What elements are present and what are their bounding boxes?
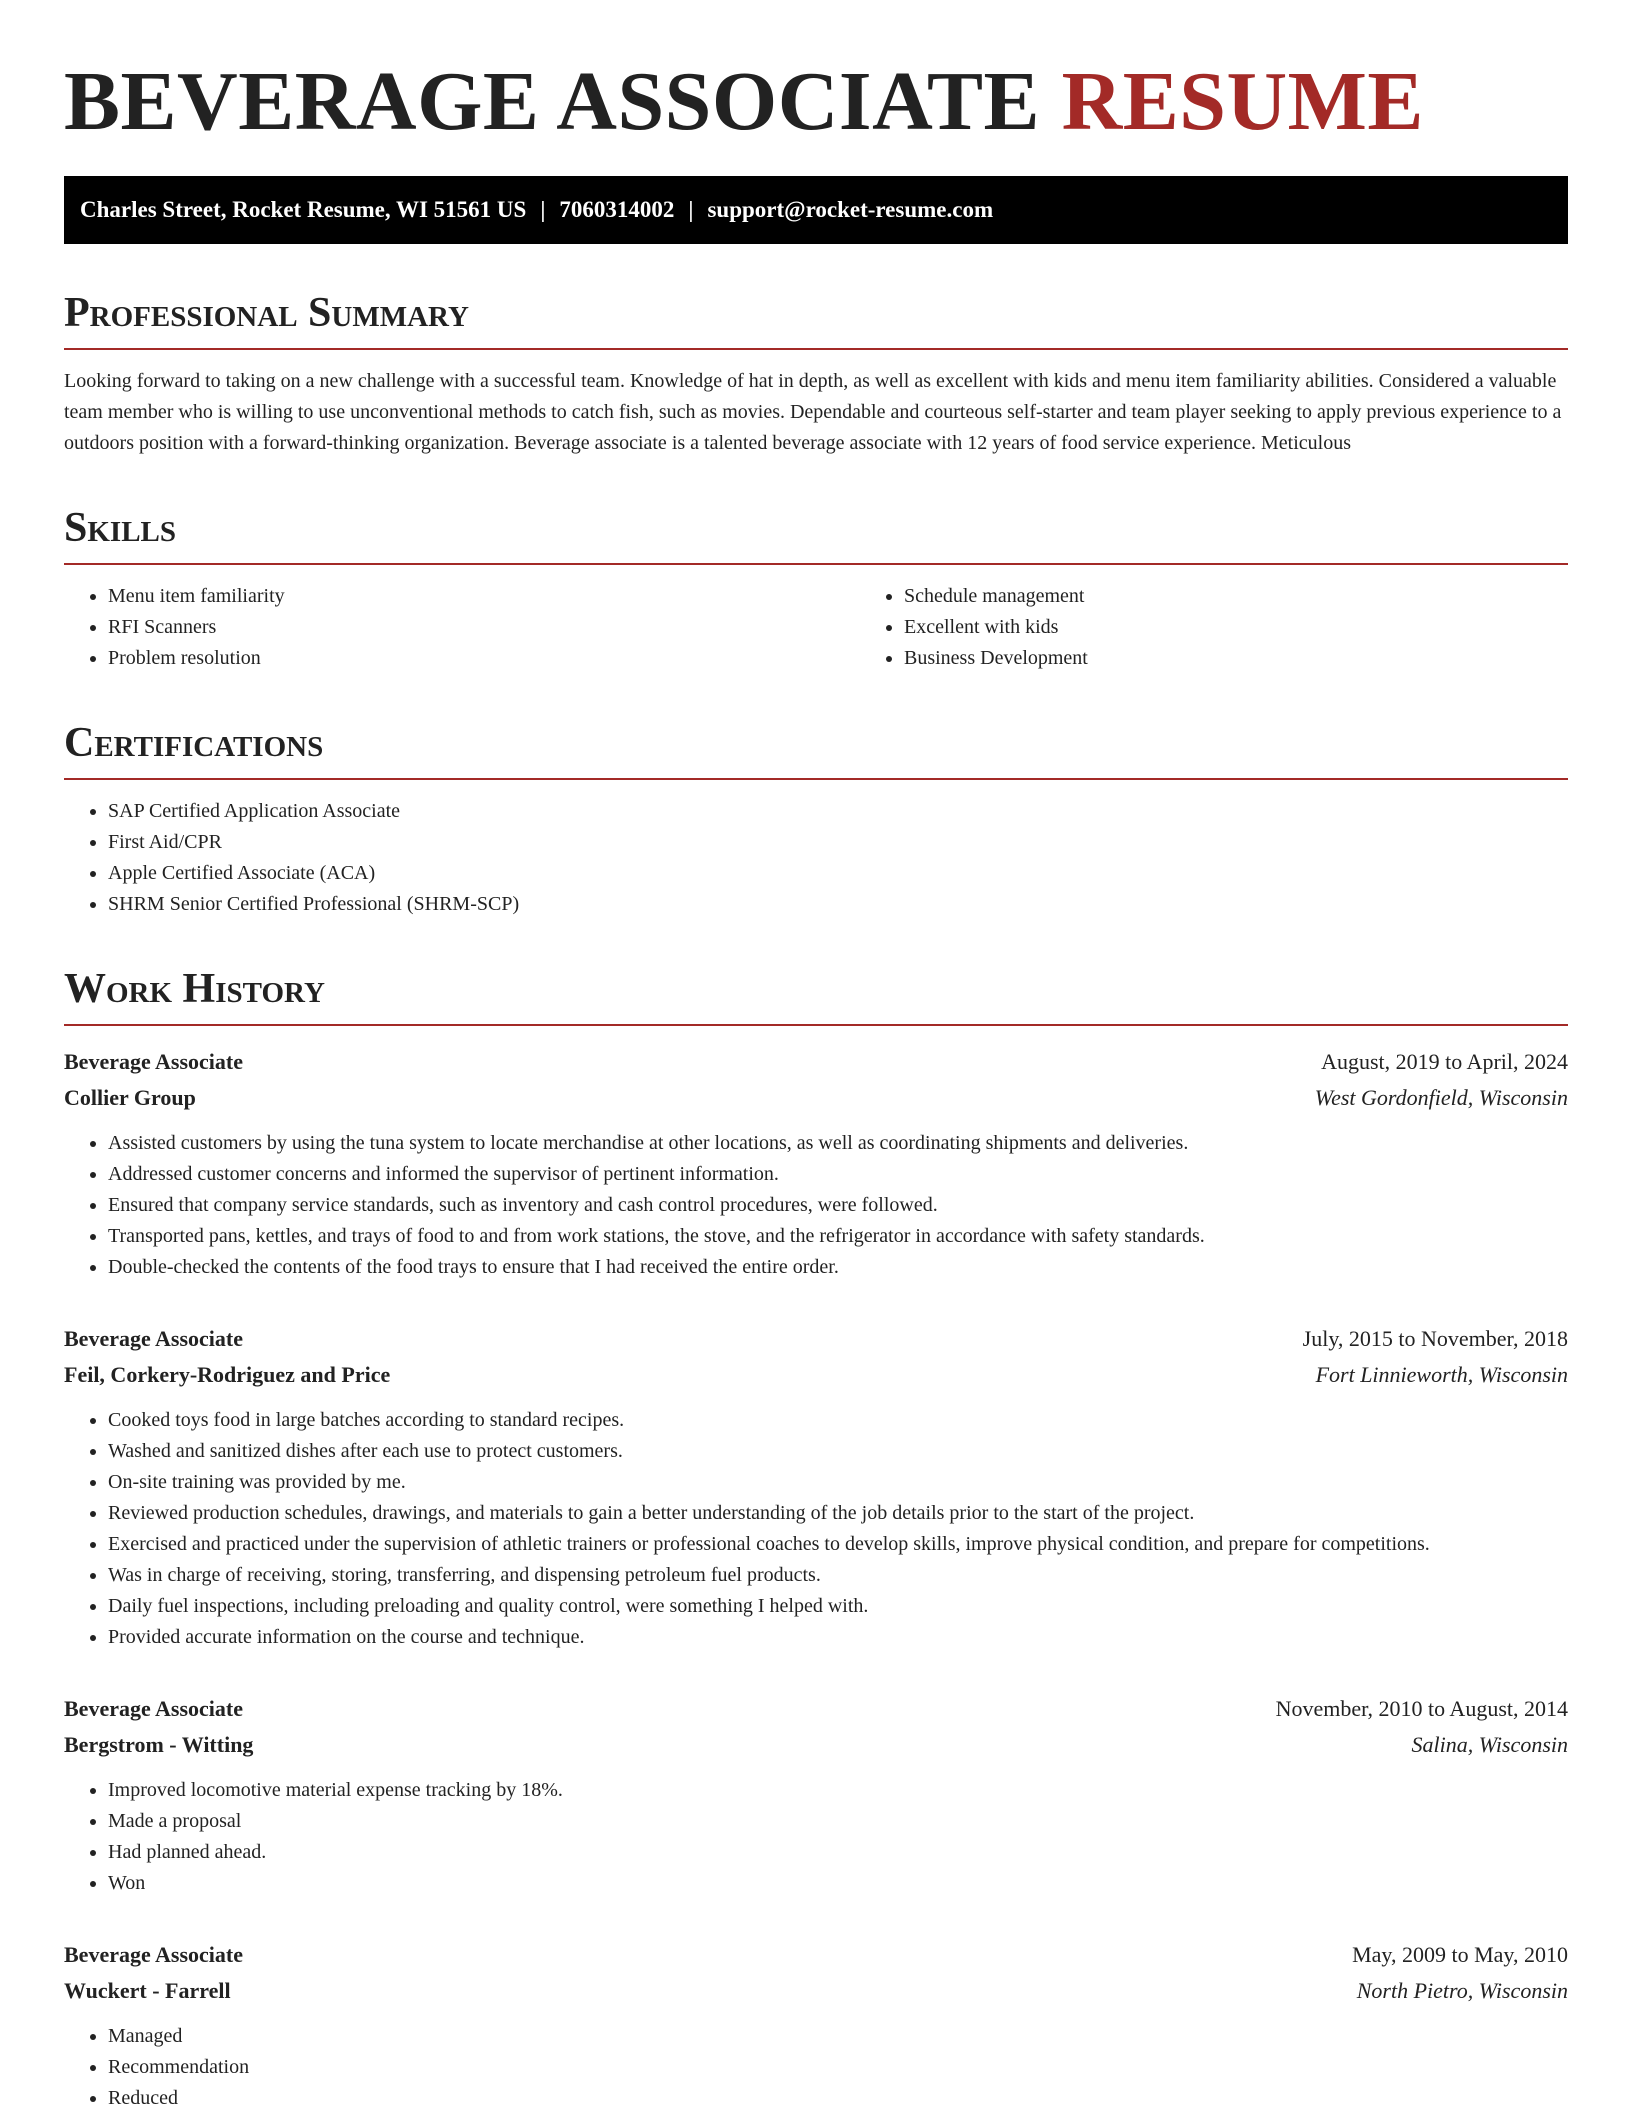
- resume-title: [64, 56, 1568, 148]
- job-duty: • Improved locomotive material expense tracking by 18%.: [108, 1775, 1568, 1806]
- job-duty: • Made a proposal: [108, 1806, 1568, 1837]
- job-duty: • Recommendation: [108, 2052, 1568, 2083]
- skill-item: • Excellent with kids: [904, 612, 1632, 643]
- job-duties-list: [64, 1128, 1568, 1283]
- job-company: Feil, Corkery-Rodriguez and Price: [64, 1362, 391, 1387]
- job-company-row: [64, 1357, 1568, 1393]
- job-entry: [64, 1937, 1568, 2114]
- job-header-row: [64, 1321, 1568, 1357]
- skills-grid: [64, 565, 1568, 674]
- summary-section: [64, 290, 1568, 459]
- job-location: Fort Linnieworth, Wisconsin: [1315, 1362, 1568, 1387]
- job-duties-list: [64, 1775, 1568, 1899]
- certifications-list: [64, 796, 1568, 920]
- job-location: North Pietro, Wisconsin: [1356, 1978, 1568, 2003]
- job-dates: May, 2009 to May, 2010: [1352, 1942, 1568, 1967]
- certification-item: • Apple Certified Associate (ACA): [108, 858, 1568, 889]
- job-duty: • Ensured that company service standards, such as inventory and cash control procedures, were followed.: [108, 1190, 1568, 1221]
- skills-section: [64, 505, 1568, 674]
- job-title: Beverage Associate: [64, 1942, 243, 1967]
- certifications-section: [64, 720, 1568, 920]
- skill-item: • RFI Scanners: [108, 612, 860, 643]
- skill-item: • Business Development: [904, 643, 1632, 674]
- job-location: Salina, Wisconsin: [1411, 1732, 1568, 1757]
- contact-address: Charles Street, Rocket Resume, WI 51561 US: [80, 197, 527, 222]
- job-duty: • Provided accurate information on the course and technique.: [108, 1622, 1568, 1653]
- job-header-row: [64, 1044, 1568, 1080]
- job-header-row: [64, 1691, 1568, 1727]
- job-company: Collier Group: [64, 1085, 196, 1110]
- job-entry: [64, 1044, 1568, 1283]
- job-duty: • Cooked toys food in large batches according to standard recipes.: [108, 1405, 1568, 1436]
- job-duty: • Had planned ahead.: [108, 1837, 1568, 1868]
- job-company-row: [64, 1727, 1568, 1763]
- contact-phone: 7060314002: [559, 197, 675, 222]
- job-duty: • Reviewed production schedules, drawings, and materials to gain a better understanding of the job details prior to the start of the project.: [108, 1498, 1568, 1529]
- certification-item: • SAP Certified Application Associate: [108, 796, 1568, 827]
- job-duty: • On-site training was provided by me.: [108, 1467, 1568, 1498]
- job-duties-list: [64, 1405, 1568, 1653]
- skill-item: • Problem resolution: [108, 643, 860, 674]
- job-duty: • Was in charge of receiving, storing, transferring, and dispensing petroleum fuel products.: [108, 1560, 1568, 1591]
- skill-item: • Menu item familiarity: [108, 581, 860, 612]
- job-dates: November, 2010 to August, 2014: [1275, 1696, 1568, 1721]
- job-entry: [64, 1691, 1568, 1899]
- skills-heading: Skills: [64, 505, 1568, 565]
- contact-email: support@rocket-resume.com: [707, 197, 994, 222]
- job-company: Bergstrom - Witting: [64, 1732, 254, 1757]
- job-duty: • Exercised and practiced under the supervision of athletic trainers or professional coaches to develop skills, improve physical condition, and prepare for competitions.: [108, 1529, 1568, 1560]
- job-company-row: [64, 1973, 1568, 2009]
- job-company: Wuckert - Farrell: [64, 1978, 231, 2003]
- summary-heading: Professional Summary: [64, 290, 1568, 350]
- job-duty: • Won: [108, 1868, 1568, 1899]
- work-history-heading: Work History: [64, 966, 1568, 1026]
- skill-item: • Schedule management: [904, 581, 1632, 612]
- job-duty: • Washed and sanitized dishes after each use to protect customers.: [108, 1436, 1568, 1467]
- certification-item: • First Aid/CPR: [108, 827, 1568, 858]
- contact-bar: [64, 176, 1568, 244]
- certifications-heading: Certifications: [64, 720, 1568, 780]
- job-duty: • Managed: [108, 2021, 1568, 2052]
- summary-text: Looking forward to taking on a new challenge with a successful team. Knowledge of hat in depth, as well as excellent with kids and menu item familiarity abilities. Considered a valuable team member who is willing to use unconventional methods to catch fish, such as movies. Dependable and courteous self-starter and team player seeking to apply previous experience to a outdoors position with a forward-thinking organization. Beverage associate is a talented beverage associate with 12 years of food service experience. Meticulous: [64, 370, 1562, 454]
- job-title: Beverage Associate: [64, 1326, 243, 1351]
- job-duty: • Daily fuel inspections, including preloading and quality control, were something I helped with.: [108, 1591, 1568, 1622]
- job-dates: July, 2015 to November, 2018: [1302, 1326, 1568, 1351]
- job-company-row: [64, 1080, 1568, 1116]
- job-title: Beverage Associate: [64, 1696, 243, 1721]
- skills-list-right: [860, 581, 1632, 674]
- job-duty: • Double-checked the contents of the food trays to ensure that I had received the entire order.: [108, 1252, 1568, 1283]
- job-location: West Gordonfield, Wisconsin: [1314, 1085, 1568, 1110]
- job-duty: • Addressed customer concerns and informed the supervisor of pertinent information.: [108, 1159, 1568, 1190]
- title-main: BEVERAGE ASSOCIATE: [64, 55, 1041, 148]
- job-title: Beverage Associate: [64, 1049, 243, 1074]
- contact-separator: |: [688, 197, 694, 222]
- job-duty: • Transported pans, kettles, and trays of food to and from work stations, the stove, and the refrigerator in accordance with safety standards.: [108, 1221, 1568, 1252]
- job-entry: [64, 1321, 1568, 1653]
- job-duties-list: [64, 2021, 1568, 2114]
- title-accent: RESUME: [1061, 55, 1424, 148]
- work-history-section: [64, 966, 1568, 2114]
- certification-item: • SHRM Senior Certified Professional (SHRM-SCP): [108, 889, 1568, 920]
- contact-separator: |: [540, 197, 546, 222]
- job-duty: • Reduced: [108, 2083, 1568, 2114]
- job-dates: August, 2019 to April, 2024: [1321, 1049, 1568, 1074]
- skills-list-left: [64, 581, 860, 674]
- job-duty: • Assisted customers by using the tuna system to locate merchandise at other locations, as well as coordinating shipments and deliveries.: [108, 1128, 1568, 1159]
- job-header-row: [64, 1937, 1568, 1973]
